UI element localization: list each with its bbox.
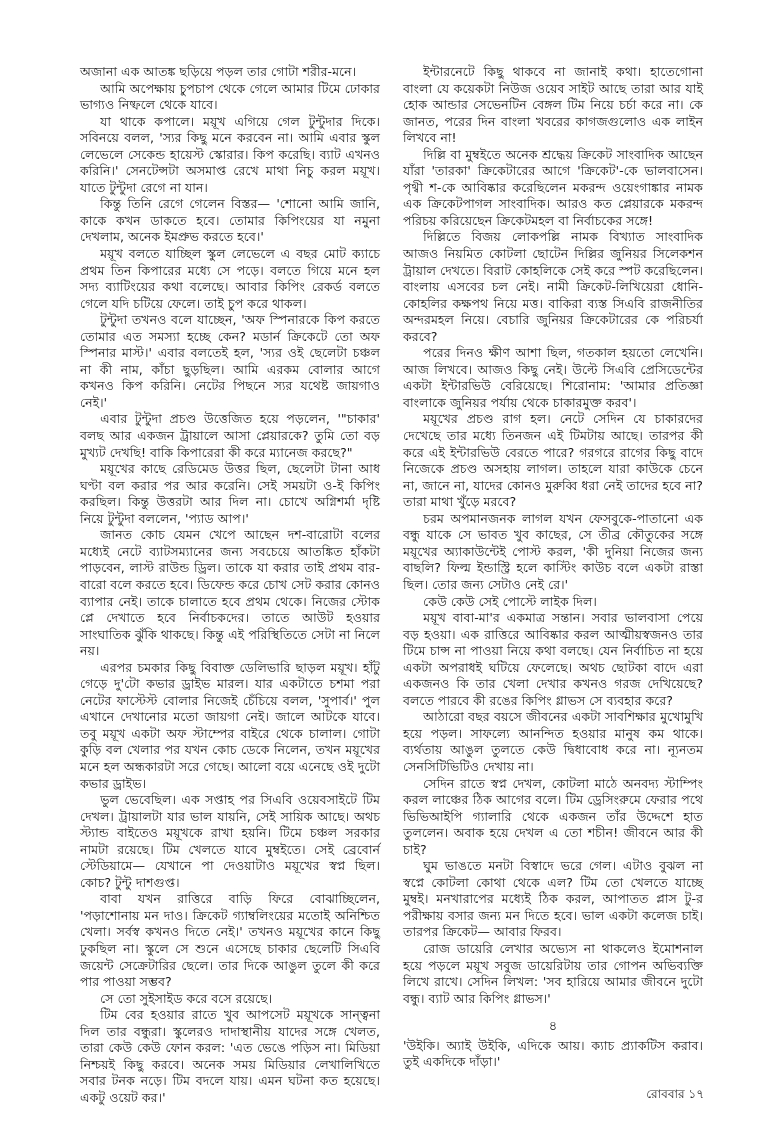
paragraph: দিল্লি বা মুম্বইতে অনেক শ্রদ্ধেয় ক্রিকেট সাংবাদিক আছেন যাঁরা 'তারকা' ক্রিকেটারের আগে 'ক্রিকেট'-কে ভালবাসেন। পৃথ্বী শ-কে আবিষ্কার করেছিলেন মকরন্দ ওয়েংগাঙ্কার নামক এক ক্রিকেটপাগল সাংবাদিক। আরও কত প্লেয়ারকে মকরন্দ পরিচয় করিয়েছেন ক্রিকেটমহল বা নির্বাচকের সঙ্গে!	[403, 146, 703, 228]
paragraph: আমি অপেক্ষায় চুপচাপ থেকে গেলে আমার টিমে ঢোকার ভাগ্যও নিষ্ফলে থেকে যাবে।	[80, 80, 380, 113]
paragraph: সে তো সুইসাইড করে বসে রয়েছে।	[100, 990, 273, 1006]
page-number: ১৭	[688, 1087, 704, 1101]
paragraph: 'উইকি। অ্যাই উইকি, এদিকে আয়। ক্যাচ প্র্যাকটিস করাব। তুই একদিকে দাঁড়া।'	[403, 1037, 703, 1070]
paragraph: ময়ূখের প্রচণ্ড রাগ হল। নেটে সেদিন যে চাকারদের দেখেছে তার মধ্যে তিনজন এই টিমটায় আছে। তারপর কী করে এই ইন্টারভিউ বেরতে পারে? গরগরে রাগের কিছু বাদে নিজেকে প্রচণ্ড অসহায় লাগল। তাহলে যারা কাউকে চেনে না, জানে না, যাদের কোনও মুরুব্বি ধরা নেই তাদের হবে না? তারা মাথা খুঁড়ে মরবে?	[403, 411, 703, 510]
footer-label: রোববার	[646, 1087, 685, 1101]
paragraph: কেউ কেউ সেই পোস্টে লাইক দিল।	[423, 593, 597, 609]
paragraph: যা থাকে কপালে। ময়ূখ এগিয়ে গেল টুন্টুদার দিকে। সবিনয়ে বলল, 'স্যর কিছু মনে করবেন না। আমি এবার স্কুল লেভেলে সেকেন্ড হায়েস্ট স্কোরার। কিপ করেছি। ব্যাট এখনও করিনি।' সেনটেন্সটা অসমাপ্ত রেখে মাথা নিচু করল ময়ূখ। যাতে টুন্টুদা রেগে না যান।	[80, 113, 380, 195]
page-footer	[646, 1086, 704, 1106]
paragraph: ময়ূখ বাবা-মা'র একমাত্র সন্তান। সবার ভালবাসা পেয়ে বড় হওয়া। এক রাত্তিরে আবিষ্কার করল আত্মীয়স্বজনও তার টিমে চান্স না পাওয়া নিয়ে কথা বলছে। যেন নির্বাচিত না হয়ে একটা অপরাধই ঘটিয়ে ফেলেছে। অথচ ছোটকা বাদে এরা একজনও কি তার খেলা দেখার কখনও গরজ দেখিয়েছে? বলতে পারবে কী রঙের কিপিং গ্লাভস সে ব্যবহার করে?	[403, 610, 703, 708]
paragraph: আঠারো বছর বয়সে জীবনের একটা সাবশিক্ষার মুখোমুখি হয়ে পড়ল। সাফল্যে আনন্দিত হওয়ার মানুষ কম থাকে। ব্যর্থতায় আঙুল তুলতে কেউ দ্বিধাবোধ করে না। ন্যূনতম সেনসিটিভিটিও দেখায় না।	[403, 709, 703, 774]
paragraph: দিল্লিতে বিজয় লোকপল্লি নামক বিখ্যাত সাংবাদিক আজও নিয়মিত কোটলা ছোটেন দিল্লির জুনিয়র সিলেকশন ট্রায়াল দেখতে। বিরাট কোহলিকে সেই করে স্পট করেছিলেন। বাংলায় এসবের চল নেই। নামী ক্রিকেট-লিখিয়েরা ধোনি-কোহলির কক্ষপথ নিয়ে মত্ত। বাকিরা ব্যস্ত সিএবি রাজনীতির অন্দরমহল নিয়ে। বেচারি জুনিয়র ক্রিকেটারের কে পরিচর্যা করবে?	[403, 229, 703, 344]
paragraph: ভুল ভেবেছিল। এক সপ্তাহ পর সিএবি ওয়েবসাইটে টিম দেখল। ট্রায়ালটা যার ভাল যায়নি, সেই সায়িক আছে। অথচ স্ট্যান্ড বাইতেও ময়ূখকে রাখা হয়নি। টিমে চঞ্চল সরকার নামটা রয়েছে। টিম খেলতে যাবে মুম্বইতে। সেই ব্রেবোর্ন স্টেডিয়ামে— যেখানে পা দেওয়াটাও ময়ূখের স্বপ্ন ছিল। কোচ? টুন্টু দাশগুপ্ত।	[80, 792, 380, 890]
paragraph: টুন্টুদা তখনও বলে যাচ্ছেন, 'অফ স্পিনারকে কিপ করতে তোমার এত সমস্যা হচ্ছে কেন? মডার্ন ক্রিকেটে তো অফ স্পিনার মাস্ট।' এবার বলতেই হল, 'স্যর ওই ছেলেটা চঞ্চল না কী নাম, কাঁচা ছুড়ছিল। আমি এরকম বোলার আগে কখনও কিপ করিনি। নেটের পিছনে স্যর যথেষ্ট জায়গাও নেই।'	[80, 312, 380, 410]
paragraph: চরম অপমানজনক লাগল যখন ফেসবুকে-পাতানো এক বন্ধু যাকে সে ভাবত খুব কাছের, সে তীব্র কৌতুকের সঙ্গে ময়ূখের অ্যাকাউন্টেই পোস্ট করল, 'কী দুনিয়া নিজের জন্য বাছলি? ফিল্ম ইন্ডাস্ট্রি হলে কাস্টিং কাউচ বলে একটা রাস্তা ছিল। তোর জন্য সেটাও নেই রে।'	[403, 510, 703, 592]
paragraph: টিম বের হওয়ার রাতে খুব আপসেট ময়ূখকে সান্ত্বনা দিল তার বন্ধুরা। স্কুলেরও দাদাস্থানীয় যাদের সঙ্গে খেলত, তারা কেউ কেউ ফোন করল: 'এত ভেঙে পড়িস না। মিডিয়া নিশ্চয়ই কিছু করবে। অনেক সময় মিডিয়ার লেখালিখিতে সবার টনক নড়ে। টিম বদলে যায়। এমন ঘটনা কত হয়েছে। একটু ওয়েট কর।'	[80, 1007, 380, 1105]
paragraph: কিন্তু তিনি রেগে গেলেন বিস্তর— 'শোনো আমি জানি, কাকে কখন ডাকতে হবে। তোমার কিপিংয়ের যা নমুনা দেখলাম, অনেক ইমপ্রুভ করতে হবে।'	[80, 196, 380, 245]
paragraph: জানত কোচ যেমন খেপে আছেন দশ-বারোটা বলের মধ্যেই নেটে ব্যাটসম্যানের জন্য সবচেয়ে আতঙ্কিত হাঁকটা পাড়বেন, লাস্ট রাউন্ড ড্রিল। তাকে যা করার তাই প্রথম বার-বারো বলে করতে হবে। ডিফেন্ড করে চোখ সেট করার কোনও ব্যাপার নেই। তাকে চালাতে হবে প্রথম থেকে। নিজের স্টোক প্লে দেখাতে হবে নির্বাচকদের। তাতে আউট হওয়ার সাংঘাতিক ঝুঁকি থাকছে। কিন্তু এই পরিস্থিতিতে সেটা না নিলে নয়।	[80, 527, 381, 659]
paragraph: এবার টুন্টুদা প্রচণ্ড উত্তেজিত হয়ে পড়লেন, '"চাকার' বলছ আর একজন ট্রায়ালে আসা প্লেয়ারকে? তুমি তো বড় মুখ্যট দেখছি! বাকি কিপারেরা কী করে ম্যানেজ করছে?"	[80, 411, 380, 460]
paragraph: এরপর চমকার কিছু বিবাক্ত ডেলিভারি ছাড়ল ময়ূখ। হাঁটু গেড়ে দু'টো কভার ড্রাইভ মারল। যার একটাতে চশমা পরা নেটের ফাস্টেস্ট বোলার নিজেই চেঁচিয়ে বলল, 'সুপার্ব।' পুল এখানে দেখানোর মতো জায়গা নেই। জালে আটকে যাবে। তবু ময়ূখ একটা অফ স্টাম্পের বাইরে থেকে চালাল। গোটা কুড়ি বল খেলার পর যখন কোচ ডেকে নিলেন, তখন ময়ূখের মনে হল অন্ধকারটা সরে গেছে। আলো বয়ে এনেছে ওই দুটো কভার ড্রাইভ।	[80, 659, 380, 791]
paragraph: রোজ ডায়েরি লেখার অভ্যেস না থাকলেও ইমোশনাল হয়ে পড়লে ময়ূখ সবুজ ডায়েরিটায় তার গোপন অভিব্যক্তি লিখে রাখে। সেদিন লিখল: 'সব হারিয়ে আমার জীবনে দুটো বন্ধু। ব্যাট আর কিপিং গ্লাভস।'	[403, 940, 703, 1006]
right-column	[403, 64, 703, 1071]
left-column	[80, 64, 380, 1106]
paragraph: ময়ূখের কাছে রেডিমেড উত্তর ছিল, ছেলেটা টানা আধ ঘণ্টা বল করার পর আর করেনি। সেই সময়টা ও-ই কিপিং করছিল। কিন্তু উত্তরটা আর দিল না। চোখে অগ্নিশর্মা দৃষ্টি নিয়ে টুন্টুদা বললেন, 'প্যাড আপ।'	[80, 461, 380, 526]
paragraph: বাবা যখন রাত্তিরে বাড়ি ফিরে বোঝাচ্ছিলেন, 'পড়াশোনায় মন দাও। ক্রিকেট গ্যাম্বলিংয়ের মতোই অনিশ্চিত খেলা। সর্বস্ব কখনও দিতে নেই।' তখনও ময়ূখের কানে কিছু ঢুকছিল না। স্কুলে সে শুনে এসেছে চাকার ছেলেটি সিএবি জয়েন্ট সেক্রেটারির ছেলে। তার দিকে আঙুল তুলে কী করে পার পাওয়া সম্ভব?	[80, 891, 380, 990]
paragraph: সেদিন রাতে স্বপ্ন দেখল, কোটলা মাঠে অনবদ্য স্টাম্পিং করল লাঞ্চের ঠিক আগের বলে। টিম ড্রেসিংরুমে ফেরার পথে ভিভিআইপি গ্যালারি থেকে একজন তাঁর উদ্দেশে হাত তুললেন। অবাক হয়ে দেখল এ তো শচীন! জীবনে আর কী চাই?	[403, 775, 703, 857]
paragraph: পরের দিনও ক্ষীণ আশা ছিল, গতকাল হয়তো লেখেনি। আজ লিখবে। আজও কিছু নেই। উল্টে সিএবি প্রেসিডেন্টের একটা ইন্টারভিউ বেরিয়েছে। শিরোনাম: 'আমার প্রতিজ্ঞা বাংলাকে জুনিয়র পর্যায় থেকে চাকারমুক্ত করব'।	[403, 345, 703, 410]
paragraph: ময়ূখ বলতে যাচ্ছিল স্কুল লেভেলে এ বছর মোট ক্যাচে প্রথম তিন কিপারের মধ্যে সে পড়ে। বলতে গিয়ে মনে হল সদ্য ব্যাটিংয়ের কথা বলেছে। আবার কিপিং রেকর্ড বলতে গেলে যদি চটিয়ে ফেলে। তাই চুপ করে থাকল।	[80, 246, 380, 311]
section-number: ৪	[548, 1019, 558, 1035]
paragraph: ঘুম ভাঙতে মনটা বিস্বাদে ভরে গেল। এটাও বুঝল না স্বপ্নে কোটলা কোথা থেকে এল? টিম তো খেলতে যাচ্ছে মুম্বই। মনখারাপের মধ্যেই ঠিক করল, আপাতত প্লাস টু-র পরীক্ষায় বসার জন্য মন দিতে হবে। ভাল একটা কলেজ চাই। তারপর ক্রিকেট— আবার ফিরব।	[403, 858, 703, 940]
paragraph: অজানা এক আতঙ্ক ছড়িয়ে পড়ল তার গোটা শরীর-মনে।	[80, 64, 357, 79]
paragraph: ইন্টারনেটে কিছু থাকবে না জানাই কথা। হাতেগোনা বাংলা যে কয়েকটা নিউজ ওয়েব সাইট আছে তারা আর যাই হোক আন্ডার সেভেনটিন বেঙ্গল টিম নিয়ে চর্চা করে না। কে জানত, পরের দিন বাংলা খবরের কাগজগুলোও এক লাইন লিখবে না!	[403, 64, 703, 146]
